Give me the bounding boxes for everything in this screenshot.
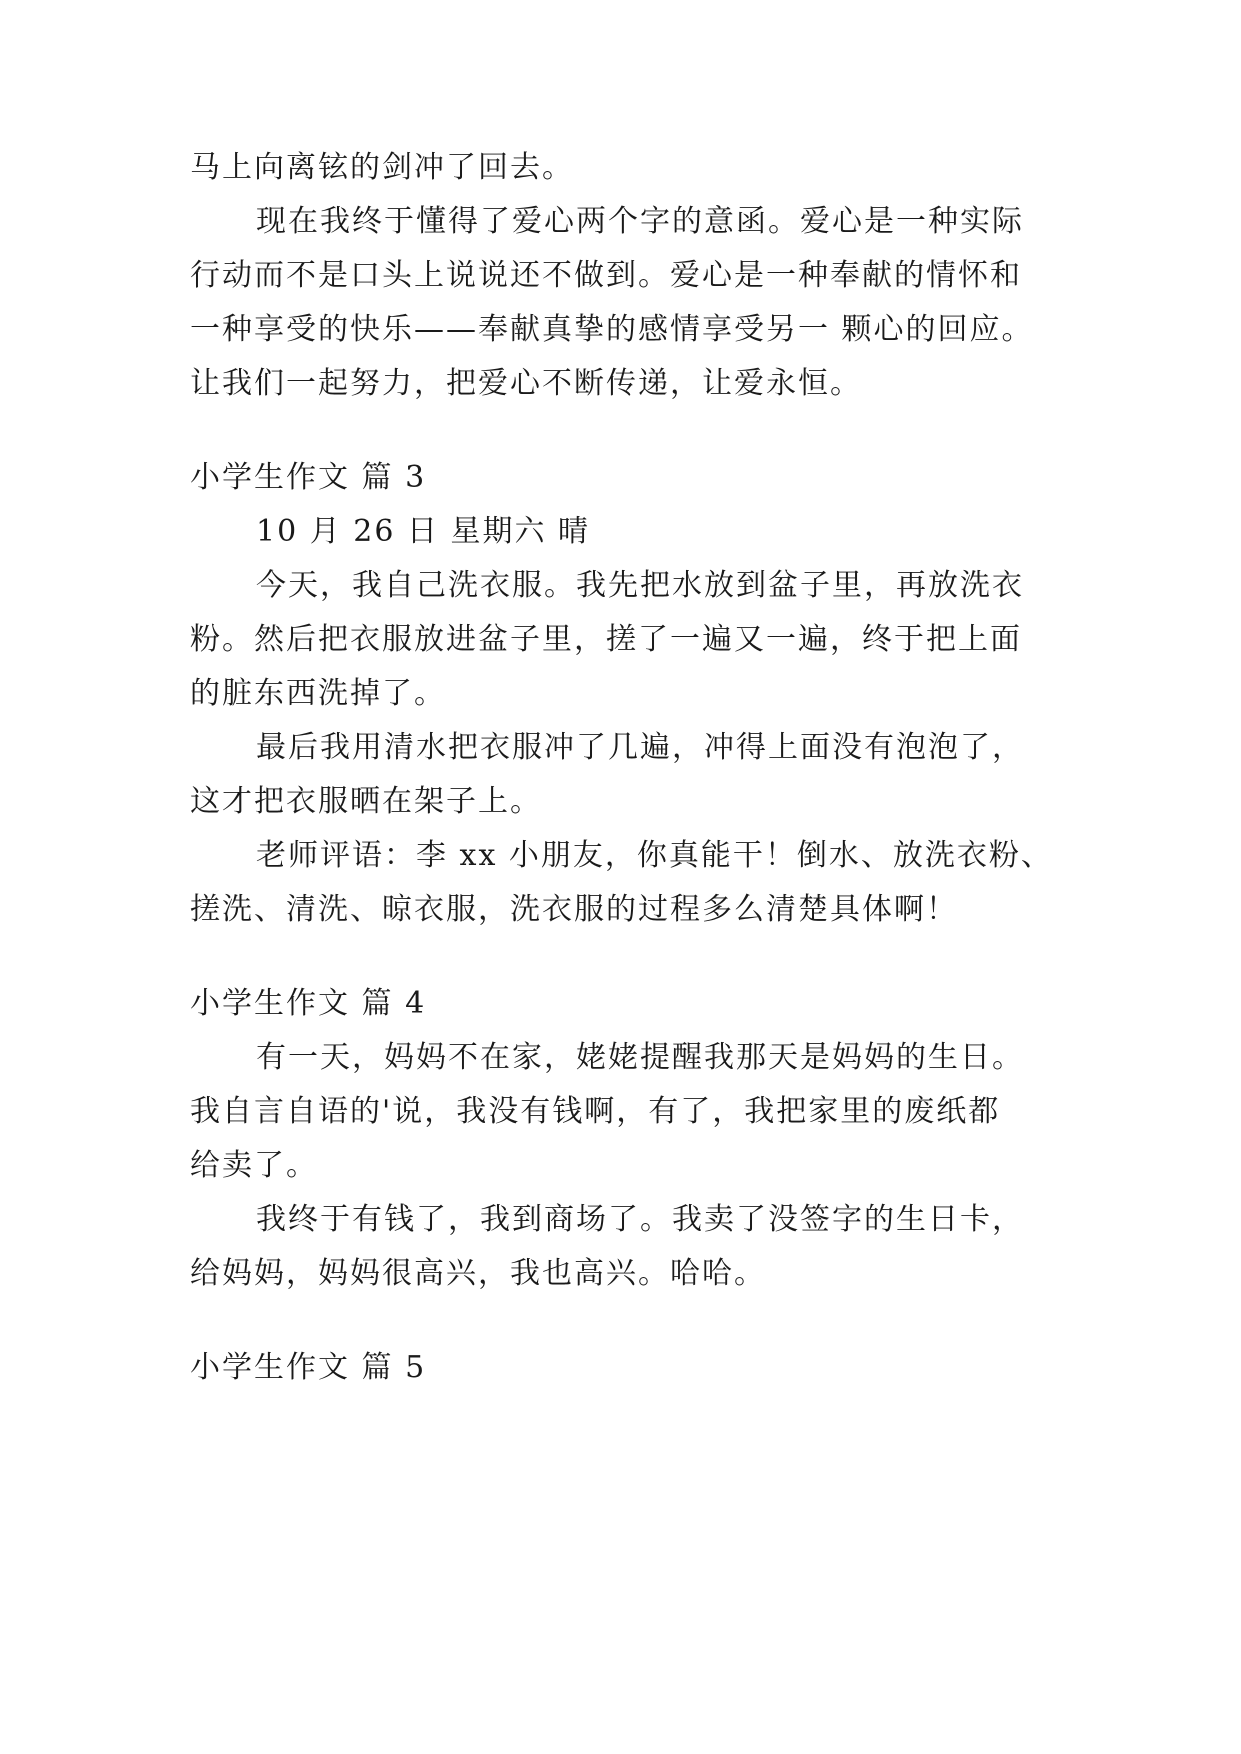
paragraph-line: 今天，我自己洗衣服。我先把水放到盆子里，再放洗衣 (256, 568, 1024, 603)
paragraph-line: 老师评语：李 xx 小朋友，你真能干！倒水、放洗衣粉、 (256, 838, 1053, 873)
paragraph-line: 搓洗、清洗、晾衣服，洗衣服的过程多么清楚具体啊！ (190, 892, 958, 927)
paragraph-line: 给妈妈，妈妈很高兴，我也高兴。哈哈。 (190, 1256, 766, 1291)
paragraph-line: 给卖了。 (190, 1148, 318, 1183)
paragraph-line: 马上向离铉的剑冲了回去。 (190, 150, 574, 185)
section-heading: 小学生作文 篇 3 (190, 460, 427, 495)
paragraph-line: 有一天，妈妈不在家，姥姥提醒我那天是妈妈的生日。 (256, 1040, 1024, 1075)
diary-date: 10 月 26 日 星期六 晴 (256, 514, 591, 549)
paragraph-line: 让我们一起努力，把爱心不断传递，让爱永恒。 (190, 366, 862, 401)
paragraph-line: 这才把衣服晒在架子上。 (190, 784, 542, 819)
paragraph-line: 粉。然后把衣服放进盆子里，搓了一遍又一遍，终于把上面 (190, 622, 1022, 657)
paragraph-line: 我终于有钱了，我到商场了。我卖了没签字的生日卡， (256, 1202, 1024, 1237)
section-heading: 小学生作文 篇 4 (190, 986, 427, 1021)
paragraph-line: 行动而不是口头上说说还不做到。爱心是一种奉献的情怀和 (190, 258, 1022, 293)
paragraph-line: 现在我终于懂得了爱心两个字的意函。爱心是一种实际 (256, 204, 1024, 239)
section-heading: 小学生作文 篇 5 (190, 1350, 427, 1385)
paragraph-line: 一种享受的快乐——奉献真挚的感情享受另一 颗心的回应。 (190, 312, 1034, 347)
paragraph-line: 最后我用清水把衣服冲了几遍，冲得上面没有泡泡了， (256, 730, 1024, 765)
paragraph-line: 的脏东西洗掉了。 (190, 676, 446, 711)
paragraph-line: 我自言自语的'说，我没有钱啊，有了，我把家里的废纸都 (190, 1094, 1001, 1129)
